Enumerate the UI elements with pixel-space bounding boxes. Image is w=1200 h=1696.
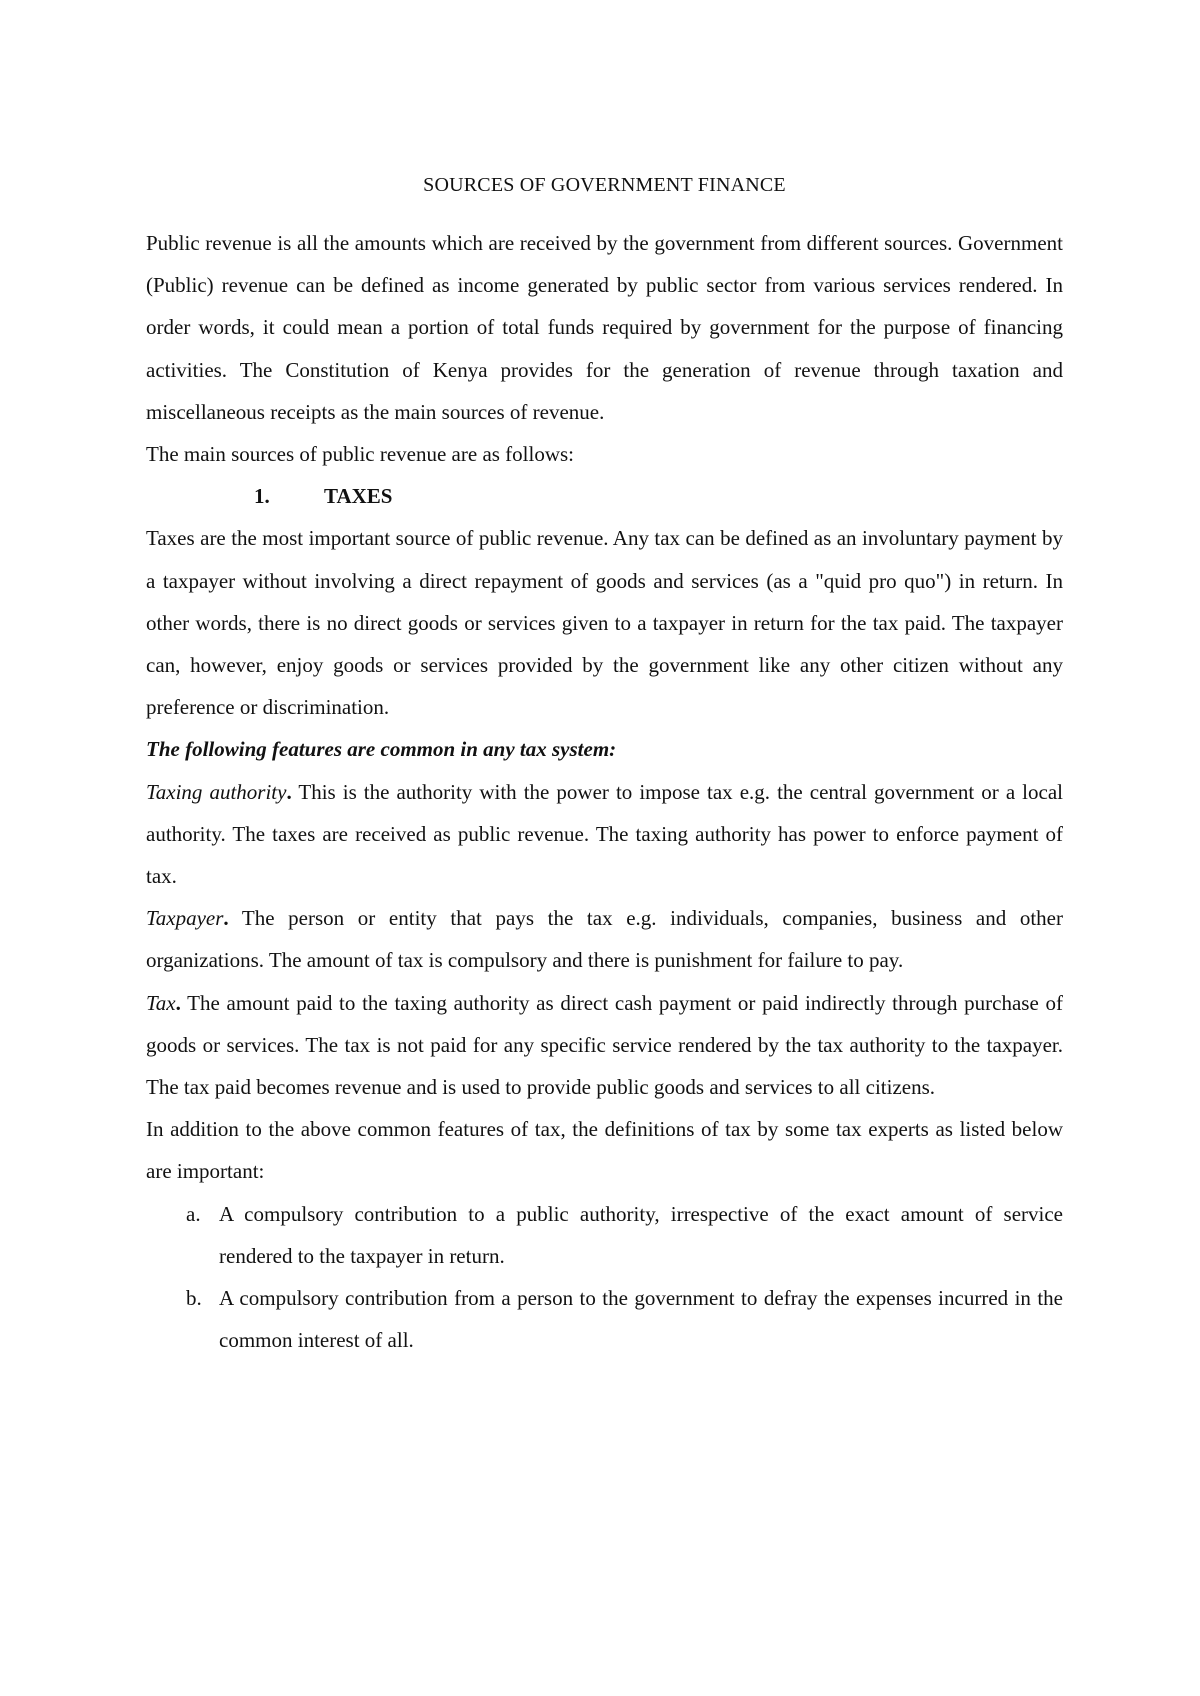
feature-text: The amount paid to the taxing authority as direct cash payment or paid indirectly through purchase of goods or services. The tax is not paid for any specific service rendered by the tax authority to the taxpayer. The tax paid becomes revenue and is used to provide public goods and services to all citizens. [146, 990, 1063, 1100]
list-item-text: A compulsory contribution to a public authority, irrespective of the exact amount of service rendered to the taxpayer in return. [219, 1201, 1063, 1268]
features-heading: The following features are common in any tax system: [146, 737, 617, 762]
feature-taxing-authority [146, 771, 1063, 898]
section-heading-taxes [146, 475, 1063, 517]
definitions-list [146, 1193, 1063, 1362]
list-item [146, 1277, 1063, 1361]
feature-term-separator: . [223, 906, 229, 931]
addition-paragraph: In addition to the above common features of tax, the definitions of tax by some tax experts as listed below are important: [146, 1117, 1063, 1184]
feature-term-separator: . [175, 990, 181, 1015]
document-body [146, 164, 1063, 1361]
list-item [146, 1193, 1063, 1277]
list-marker: b. [186, 1286, 202, 1311]
main-sources-line: The main sources of public revenue are as follows: [146, 442, 575, 467]
feature-term: Taxing authority [146, 779, 287, 804]
feature-term: Tax [146, 990, 176, 1015]
feature-term-separator: . [286, 779, 292, 804]
feature-taxpayer [146, 897, 1063, 981]
intro-paragraph: Public revenue is all the amounts which are received by the government from different sources. Government (Public) revenue can be defined as income generated by public sector from various services rendered. In order words, it could mean a portion of total funds required by government for the purpose of financing activities. The Constitution of Kenya provides for the generation of revenue through taxation and miscellaneous receipts as the main sources of revenue. [146, 231, 1063, 424]
section-number: 1. [254, 484, 270, 509]
feature-term: Taxpayer [146, 906, 224, 931]
taxes-paragraph: Taxes are the most important source of public revenue. Any tax can be defined as an involuntary payment by a taxpayer without involving a direct repayment of goods and services (as a "quid pro quo") in return. In other words, there is no direct goods or services given to a taxpayer in return for the tax paid. The taxpayer can, however, enjoy goods or services provided by the government like any other citizen without any preference or discrimination. [146, 526, 1063, 720]
feature-tax [146, 982, 1063, 1109]
list-item-text: A compulsory contribution from a person to the government to defray the expenses incurred in the common interest of all. [219, 1286, 1063, 1353]
section-label: TAXES [324, 484, 393, 509]
page-title: SOURCES OF GOVERNMENT FINANCE [423, 174, 786, 196]
list-marker: a. [186, 1201, 201, 1226]
feature-text: The person or entity that pays the tax e.g. individuals, companies, business and other organizations. The amount of tax is compulsory and there is punishment for failure to pay. [146, 906, 1063, 973]
feature-text: This is the authority with the power to impose tax e.g. the central government or a local authority. The taxes are received as public revenue. The taxing authority has power to enforce payment of tax. [146, 779, 1063, 889]
